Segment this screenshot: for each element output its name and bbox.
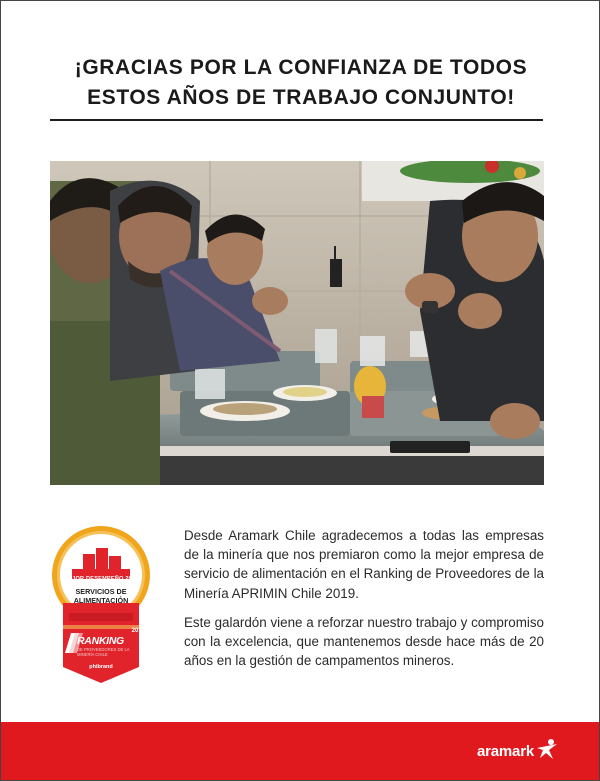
page-headline: [31, 53, 571, 113]
aramark-logo: [477, 741, 559, 761]
headline-line-1: ¡GRACIAS POR LA CONFIANZA DE TODOS: [74, 56, 528, 79]
badge-brand: phibrand: [89, 664, 113, 670]
award-badge: [49, 525, 153, 685]
badge-category: [49, 588, 153, 605]
badge-category-line-1: SERVICIOS DE: [75, 587, 127, 596]
body-paragraph-2: Este galardón viene a reforzar nuestro trabajo y compromiso con la excelencia, que mantenemos desde hace más de 20 años en la gestión de campamentos mineros.: [184, 614, 544, 669]
badge-category-line-2: ALIMENTACIÓN: [73, 595, 129, 605]
workers-dining-photo: [50, 161, 544, 485]
badge-year: 2019: [131, 628, 145, 634]
headline-line-2: ESTOS AÑOS DE TRABAJO CONJUNTO!: [87, 86, 515, 109]
body-copy: [184, 526, 544, 680]
award-seal-icon: [49, 525, 153, 685]
badge-ranking: RANKING: [77, 635, 124, 647]
body-paragraph-1: Desde Aramark Chile agradecemos a todas las empresas de la minería que nos premiaron como la mejor empresa de servicio de alimentación en el Ranking de Proveedores de la Minería APRIMIN Chile 2019.: [184, 528, 544, 601]
logo-wordmark: aramark: [477, 742, 534, 760]
star-person-icon: [535, 737, 559, 761]
headline-divider: [50, 119, 543, 121]
badge-ranking-sub: DE PROVEEDORES DE LA MINERÍA CHILE: [77, 647, 130, 657]
badge-top-label: MEJOR DESEMPEÑO 2019: [63, 576, 139, 582]
